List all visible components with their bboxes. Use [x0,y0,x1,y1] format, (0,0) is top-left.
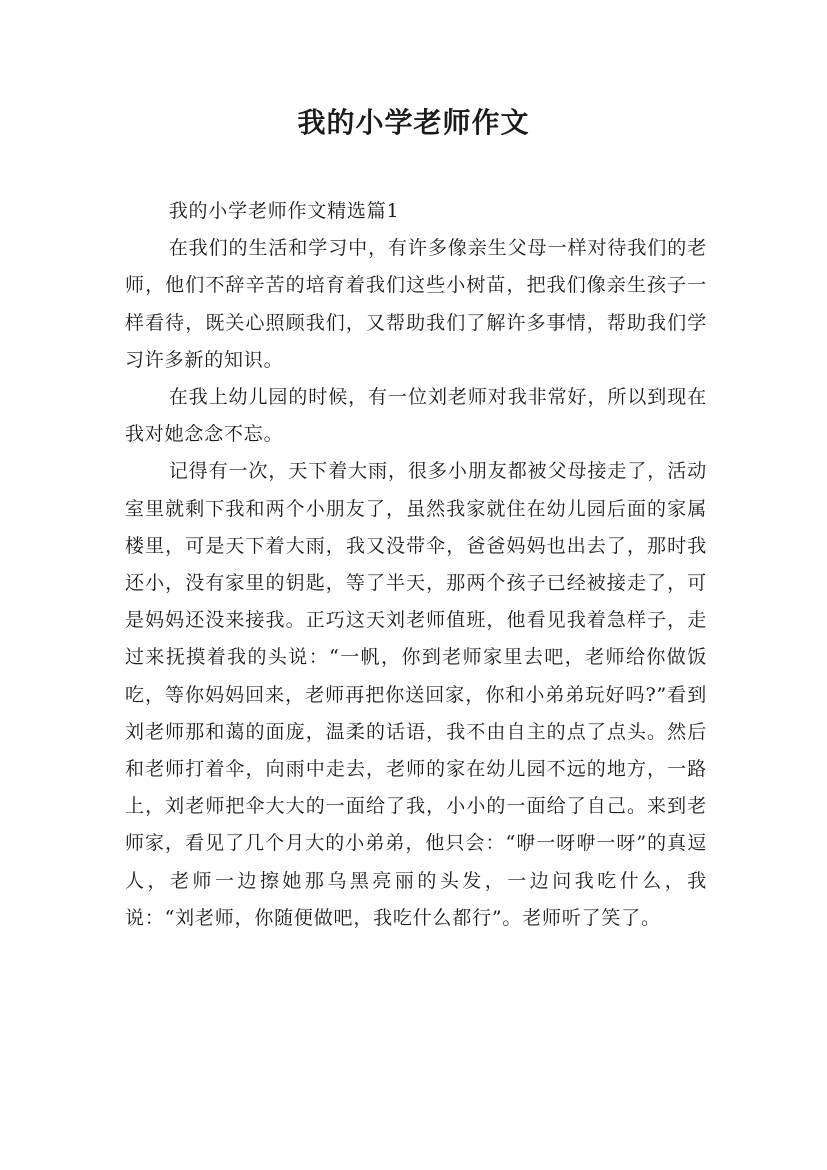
paragraph: 在我上幼儿园的时候，有一位刘老师对我非常好，所以到现在我对她念念不忘。 [125,386,707,446]
paragraph: 在我们的生活和学习中，有许多像亲生父母一样对待我们的老师，他们不辞辛苦的培育着我们这些小树苗，把我们像亲生孩子一样看待，既关心照顾我们，又帮助我们了解许多事情，帮助我们学习许多新的知识。 [125,237,707,371]
paragraph: 记得有一次，天下着大雨，很多小朋友都被父母接走了，活动室里就剩下我和两个小朋友了，虽然我家就住在幼儿园后面的家属楼里，可是天下着大雨，我又没带伞，爸爸妈妈也出去了，那时我还小，没有家里的钥匙，等了半天，那两个孩子已经被接走了，可是妈妈还没来接我。正巧这天刘老师值班，他看见我着急样子，走过来抚摸着我的头说：“一帆，你到老师家里去吧，老师给你做饭吃，等你妈妈回来，老师再把你送回家，你和小弟弟玩好吗?”看到刘老师那和蔼的面庞，温柔的话语，我不由自主的点了点头。然后和老师打着伞，向雨中走去，老师的家在幼儿园不远的地方，一路上，刘老师把伞大大的一面给了我，小小的一面给了自己。来到老师家，看见了几个月大的小弟弟，他只会：“咿一呀咿一呀”的真逗人，老师一边擦她那乌黑亮丽的头发，一边问我吃什么，我说：“刘老师，你随便做吧，我吃什么都行”。老师听了笑了。 [125,460,707,929]
paragraph-heading: 我的小学老师作文精选篇1 [168,200,400,222]
document-title: 我的小学老师作文 [297,106,530,139]
document-body [125,193,707,937]
